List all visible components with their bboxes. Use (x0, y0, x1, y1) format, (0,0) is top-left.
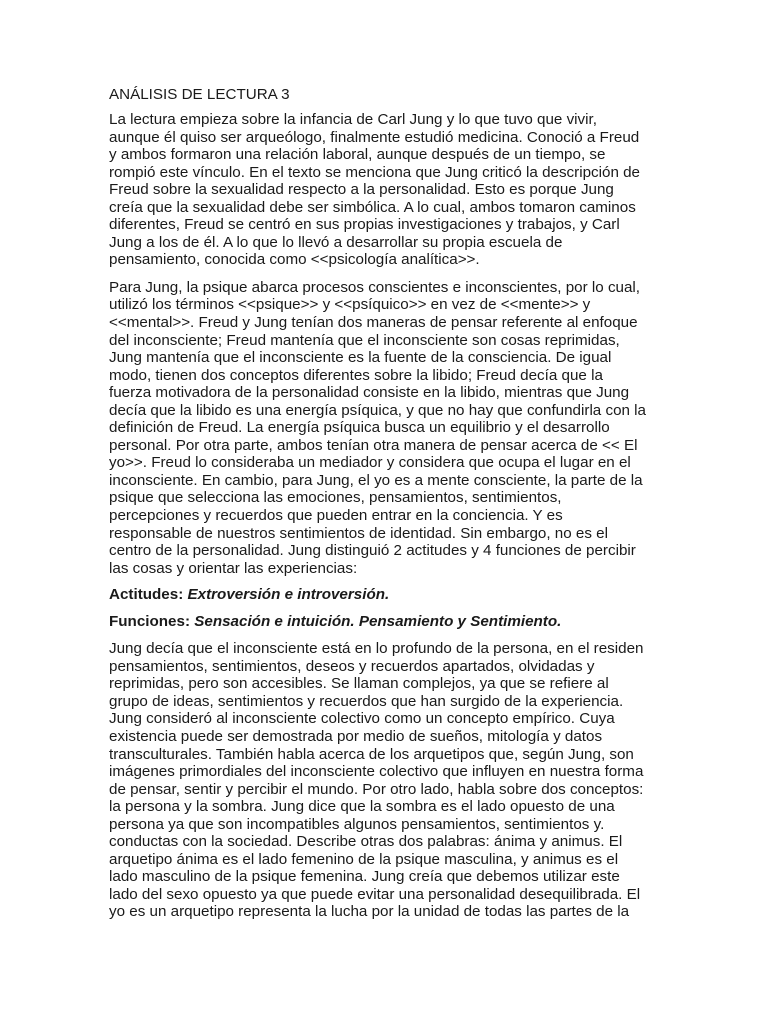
text-line: Para Jung, la psique abarca procesos conscientes e inconscientes, por lo cual, (109, 278, 641, 296)
text-line: Jung a los de él. A lo que lo llevó a desarrollar su propia escuela de (109, 233, 563, 251)
spacer (109, 269, 759, 279)
text-line: modo, tienen dos conceptos diferentes sobre la libido; Freud decía que la (109, 366, 603, 384)
text-line: pensamientos, sentimientos, deseos y recuerdos apartados, olvidadas y (109, 657, 595, 675)
text-line: del inconsciente; Freud mantenía que el inconsciente son cosas reprimidas, (109, 331, 620, 349)
spacer (109, 604, 759, 613)
text-line: La lectura empieza sobre la infancia de Carl Jung y lo que tuvo que vivir, (109, 111, 597, 128)
text-line: responsable de nuestros sentimientos de identidad. Sin embargo, no es el (109, 524, 608, 542)
text-line: yo>>. Freud lo consideraba un mediador y considera que ocupa el lugar en el (109, 454, 631, 472)
text-line: <<mental>>. Freud y Jung tenían dos maneras de pensar referente al enfoque (109, 314, 638, 332)
document-title: ANÁLISIS DE LECTURA 3 (109, 86, 290, 103)
text-line: centro de la personalidad. Jung distinguió 2 actitudes y 4 funciones de percibir (109, 542, 636, 560)
text-line: pensamiento, conocida como <<psicología analítica>>. (109, 251, 480, 269)
text-line: Jung decía que el inconsciente está en lo profundo de la persona, en el residen (109, 640, 644, 658)
text-line: transculturales. También habla acerca de los arquetipos que, según Jung, son (109, 745, 634, 763)
text-line: aunque él quiso ser arqueólogo, finalmente estudió medicina. Conoció a Freud (109, 128, 640, 146)
text-line: y ambos formaron una relación laboral, aunque después de un tiempo, se (109, 146, 606, 164)
actitudes-value: Extroversión e introversión. (187, 586, 390, 604)
spacer (109, 631, 759, 640)
text-line: decía que la libido es una energía psíquica, y que no hay que confundirla con la (109, 401, 647, 419)
actitudes-line (109, 586, 759, 604)
text-line: creía que la sexualidad debe ser simbólica. A lo cual, ambos tomaron caminos (109, 198, 636, 216)
text-line: persona ya que son incompatibles algunos pensamientos, sentimientos y. (109, 815, 605, 833)
text-line: fuerza motivadora de la personalidad consiste en la libido, mientras que Jung (109, 384, 630, 402)
paragraph-1 (109, 111, 759, 269)
document-body (109, 86, 759, 921)
text-line: inconsciente. En cambio, para Jung, el yo es a mente consciente, la parte de la (109, 471, 643, 489)
actitudes-label: Actitudes: (109, 586, 184, 604)
text-line: psique que selecciona las emociones, pensamientos, sentimientos, (109, 489, 562, 507)
paragraph-3 (109, 640, 759, 921)
text-line: lado masculino de la psique femenina. Jung creía que debemos utilizar este (109, 868, 620, 886)
text-line: reprimidas, pero son accesibles. Se llaman complejos, ya que se refiere al (109, 675, 609, 693)
text-line: arquetipo ánima es el lado femenino de la psique masculina, y animus es el (109, 850, 619, 868)
text-line: grupo de ideas, sentimientos y recuerdos que han surgido de la experiencia. (109, 692, 624, 710)
text-line: las cosas y orientar las experiencias: (109, 559, 358, 577)
spacer (109, 577, 759, 586)
text-line: diferentes, Freud se centró en sus propias investigaciones y trabajos, y Carl (109, 216, 620, 234)
text-line: rompió este vínculo. En el texto se menciona que Jung criticó la descripción de (109, 163, 641, 181)
funciones-label: Funciones: (109, 613, 191, 631)
funciones-value: Sensación e intuición. Pensamiento y Sentimiento. (194, 613, 562, 631)
text-line: personal. Por otra parte, ambos tenían otra manera de pensar acerca de << El (109, 436, 638, 454)
text-line: conductas con la sociedad. Describe otras dos palabras: ánima y animus. El (109, 833, 623, 851)
text-line: de pensar, sentir y percibir el mundo. Por otro lado, habla sobre dos conceptos: (109, 780, 644, 798)
text-line: percepciones y recuerdos que pueden entrar en la conciencia. Y es (109, 507, 563, 525)
text-line: Jung mantenía que el inconsciente es la fuente de la consciencia. De igual (109, 349, 612, 367)
text-line: Freud sobre la sexualidad respecto a la personalidad. Esto es porque Jung (109, 181, 614, 199)
text-line: existencia puede ser demostrada por medio de sueños, mitología y datos (109, 727, 603, 745)
text-line: Jung consideró al inconsciente colectivo como un concepto empírico. Cuya (109, 710, 615, 728)
funciones-line (109, 613, 759, 631)
text-line: utilizó los términos <<psique>> y <<psíquico>> en vez de <<mente>> y (109, 296, 591, 314)
spacer (109, 104, 759, 111)
text-line: yo es un arquetipo representa la lucha por la unidad de todas las partes de la (109, 903, 630, 921)
text-line: definición de Freud. La energía psíquica busca un equilibrio y el desarrollo (109, 419, 610, 437)
text-line: lado del sexo opuesto ya que puede evitar una personalidad desequilibrada. El (109, 885, 641, 903)
paragraph-2 (109, 279, 759, 577)
text-line: imágenes primordiales del inconsciente colectivo que influyen en nuestra forma (109, 763, 644, 781)
text-line: la persona y la sombra. Jung dice que la sombra es el lado opuesto de una (109, 798, 615, 816)
